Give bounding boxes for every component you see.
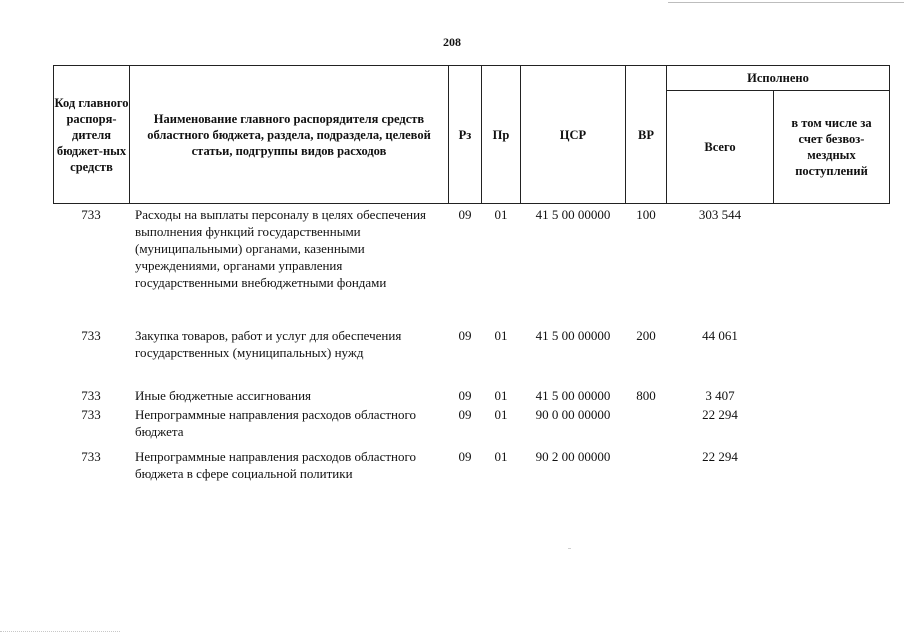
row-name: Закупка товаров, работ и услуг для обеспечения государственных (муниципальных) нужд xyxy=(135,328,402,360)
row-csr: 41 5 00 00000 xyxy=(535,328,611,343)
row-rz: 09 xyxy=(458,449,472,464)
row-total: 22 294 xyxy=(702,407,738,422)
row-code: 733 xyxy=(81,328,101,343)
row-code: 733 xyxy=(81,449,101,464)
row-name: Иные бюджетные ассигнования xyxy=(135,388,312,403)
header-name: Наименование главного распорядителя средств областного бюджета, раздела, подраздела, целевой статьи, подгруппы видов расходов xyxy=(147,111,431,158)
column-rule xyxy=(889,65,890,203)
table-border-header-bottom xyxy=(53,203,890,204)
header-vr: ВР xyxy=(638,127,654,142)
row-vr: 100 xyxy=(636,207,656,222)
header-executed: Исполнено xyxy=(747,71,809,85)
row-vr: 800 xyxy=(636,388,656,403)
header-rz: Рз xyxy=(458,127,472,142)
row-vr: 200 xyxy=(636,328,656,343)
header-free: в том числе за счет безвоз-мездных поступлений xyxy=(791,116,872,178)
scan-artifact-line xyxy=(0,631,120,632)
header-csr: ЦСР xyxy=(559,127,587,142)
row-csr: 41 5 00 00000 xyxy=(535,207,611,222)
row-total: 3 407 xyxy=(705,388,735,403)
row-pr: 01 xyxy=(494,388,508,403)
row-name: Непрограммные направления расходов областного бюджета в сфере социальной политики xyxy=(135,449,416,481)
scan-artifact-dot xyxy=(568,548,571,549)
row-name: Непрограммные направления расходов областного бюджета xyxy=(135,407,416,439)
row-rz: 09 xyxy=(458,407,472,422)
row-total: 303 544 xyxy=(698,207,742,222)
row-csr: 90 0 00 00000 xyxy=(535,407,611,422)
scan-artifact-line xyxy=(668,2,904,3)
header-total: Всего xyxy=(704,140,736,154)
row-name: Расходы на выплаты персоналу в целях обеспечения выполнения функций государственными (муниципальными) органами, казенными учреждениями, органами управления государственными внебюджетными фондами xyxy=(135,207,427,290)
row-total: 22 294 xyxy=(702,449,738,464)
row-pr: 01 xyxy=(494,328,508,343)
row-total: 44 061 xyxy=(702,328,738,343)
header-pr: Пр xyxy=(492,127,510,142)
header-code: Код главного распоря-дителя бюджет-ных средств xyxy=(54,95,129,174)
row-code: 733 xyxy=(81,207,101,222)
page-number: 208 xyxy=(443,35,461,49)
row-rz: 09 xyxy=(458,328,472,343)
row-pr: 01 xyxy=(494,407,508,422)
row-pr: 01 xyxy=(494,449,508,464)
row-rz: 09 xyxy=(458,388,472,403)
row-rz: 09 xyxy=(458,207,472,222)
row-csr: 41 5 00 00000 xyxy=(535,388,611,403)
row-csr: 90 2 00 00000 xyxy=(535,449,611,464)
row-code: 733 xyxy=(81,407,101,422)
row-pr: 01 xyxy=(494,207,508,222)
row-code: 733 xyxy=(81,388,101,403)
